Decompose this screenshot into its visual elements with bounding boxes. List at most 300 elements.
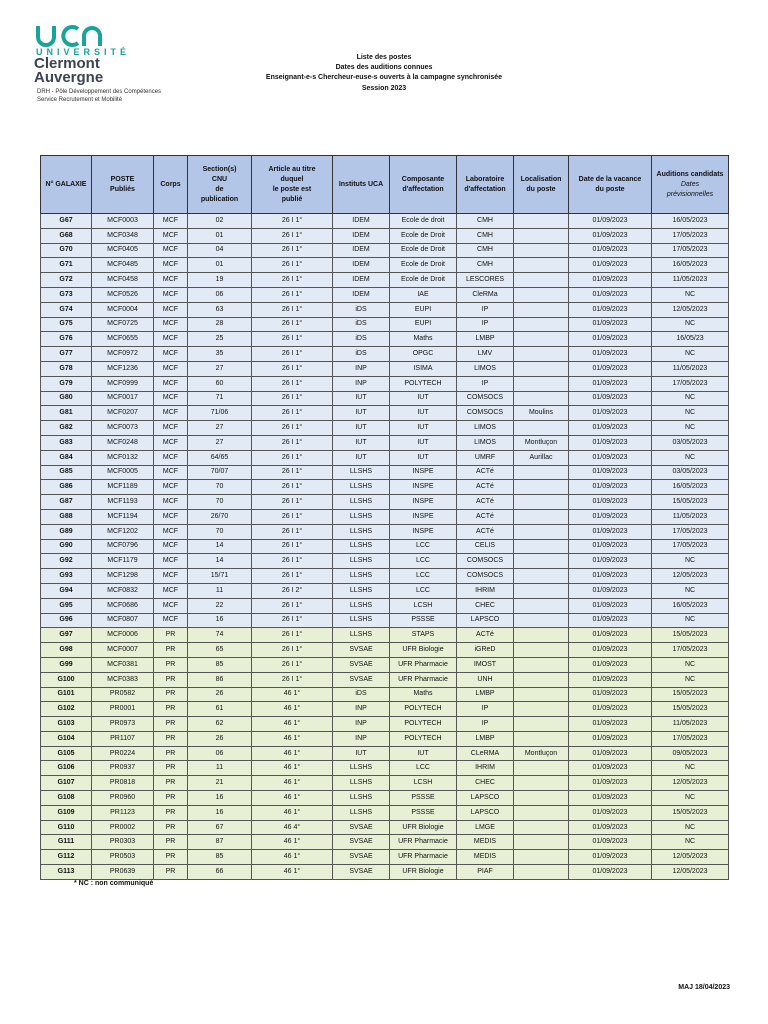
cell-audition: 11/05/2023 [652,717,729,732]
cell-labo: IP [457,317,514,332]
cell-labo: PIAF [457,865,514,880]
cell-audition: 17/05/2023 [652,643,729,658]
cell-section: 15/71 [188,569,252,584]
cell-galaxie: G108 [41,791,92,806]
cell-section: 27 [188,361,252,376]
cell-galaxie: G77 [41,347,92,362]
cell-corps: MCF [154,228,188,243]
cell-galaxie: G70 [41,243,92,258]
cell-corps: MCF [154,317,188,332]
cell-article: 26 I 1° [252,657,333,672]
cell-date-vacance: 01/09/2023 [569,347,652,362]
cell-galaxie: G78 [41,361,92,376]
cell-section: 61 [188,702,252,717]
cell-date-vacance: 01/09/2023 [569,643,652,658]
cell-localisation [514,850,569,865]
cell-audition: 12/05/2023 [652,865,729,880]
cell-poste: MCF0007 [92,643,154,658]
cell-date-vacance: 01/09/2023 [569,391,652,406]
cell-section: 71/06 [188,406,252,421]
cell-poste: PR0224 [92,746,154,761]
table-row [41,495,729,510]
cell-article: 26 I 1° [252,613,333,628]
table-row [41,273,729,288]
cell-audition: 12/05/2023 [652,776,729,791]
cell-composante: OPGC [390,347,457,362]
cell-poste: PR0973 [92,717,154,732]
cell-composante: LCSH [390,776,457,791]
cell-poste: PR0582 [92,687,154,702]
cell-corps: PR [154,791,188,806]
cell-institut: LLSHS [333,613,390,628]
cell-galaxie: G93 [41,569,92,584]
cell-labo: CleRMa [457,287,514,302]
cell-article: 46 4° [252,820,333,835]
cell-audition: NC [652,347,729,362]
cell-date-vacance: 01/09/2023 [569,465,652,480]
cell-date-vacance: 01/09/2023 [569,480,652,495]
table-row [41,317,729,332]
cell-corps: MCF [154,450,188,465]
cell-corps: PR [154,746,188,761]
cell-article: 26 I 1° [252,258,333,273]
cell-localisation [514,791,569,806]
cell-labo: CMH [457,243,514,258]
cell-section: 02 [188,214,252,229]
cell-labo: COMSOCS [457,569,514,584]
org-line-2: Service Recrutement et Mobilité [37,97,123,103]
cell-article: 46 1° [252,761,333,776]
cell-article: 26 I 1° [252,554,333,569]
cell-institut: SVSAE [333,820,390,835]
cell-date-vacance: 01/09/2023 [569,273,652,288]
cell-article: 26 I 1° [252,243,333,258]
cell-section: 06 [188,746,252,761]
cell-institut: INP [333,361,390,376]
cell-galaxie: G102 [41,702,92,717]
cell-composante: POLYTECH [390,717,457,732]
cell-galaxie: G73 [41,287,92,302]
cell-composante: PSSSE [390,613,457,628]
cell-galaxie: G98 [41,643,92,658]
cell-localisation [514,776,569,791]
table-row [41,554,729,569]
cell-article: 26 I 1° [252,361,333,376]
table-row [41,805,729,820]
cell-galaxie: G76 [41,332,92,347]
cell-poste: MCF0348 [92,228,154,243]
cell-corps: PR [154,702,188,717]
cell-section: 60 [188,376,252,391]
cell-institut: IUT [333,746,390,761]
cell-institut: LLSHS [333,509,390,524]
cell-institut: IDEM [333,228,390,243]
header-localisation: Localisation du poste [514,156,569,214]
cell-date-vacance: 01/09/2023 [569,672,652,687]
cell-section: 71 [188,391,252,406]
cell-composante: UFR Pharmacie [390,657,457,672]
cell-date-vacance: 01/09/2023 [569,495,652,510]
cell-labo: MEDIS [457,850,514,865]
table-row [41,628,729,643]
cell-corps: MCF [154,554,188,569]
cell-institut: LLSHS [333,776,390,791]
cell-labo: CHEC [457,598,514,613]
cell-article: 26 I 1° [252,376,333,391]
cell-composante: STAPS [390,628,457,643]
cell-poste: MCF1202 [92,524,154,539]
cell-localisation [514,687,569,702]
cell-date-vacance: 01/09/2023 [569,539,652,554]
cell-composante: LCC [390,569,457,584]
cell-localisation [514,361,569,376]
cell-institut: LLSHS [333,761,390,776]
logo-clermont: Clermont [34,55,100,72]
cell-corps: PR [154,717,188,732]
cell-audition: 11/05/2023 [652,361,729,376]
cell-article: 26 I 1° [252,465,333,480]
cell-audition: NC [652,791,729,806]
document-title [200,53,568,94]
cell-corps: MCF [154,524,188,539]
cell-section: 85 [188,850,252,865]
cell-date-vacance: 01/09/2023 [569,657,652,672]
cell-localisation: Montluçon [514,435,569,450]
cell-poste: MCF0006 [92,628,154,643]
cell-poste: PR0303 [92,835,154,850]
cell-section: 16 [188,613,252,628]
cell-date-vacance: 01/09/2023 [569,835,652,850]
cell-labo: IMOST [457,657,514,672]
cell-labo: LMGE [457,820,514,835]
cell-poste: PR0937 [92,761,154,776]
cell-localisation [514,820,569,835]
cell-institut: IUT [333,450,390,465]
cell-institut: iDS [333,347,390,362]
cell-labo: COMSOCS [457,391,514,406]
cell-article: 26 I 1° [252,569,333,584]
cell-galaxie: G72 [41,273,92,288]
cell-composante: LCC [390,583,457,598]
cell-corps: PR [154,835,188,850]
cell-corps: PR [154,761,188,776]
cell-localisation [514,332,569,347]
cell-poste: PR0818 [92,776,154,791]
table-row [41,376,729,391]
cell-labo: iGReD [457,643,514,658]
cell-localisation [514,465,569,480]
cell-composante: INSPE [390,495,457,510]
cell-section: 26 [188,731,252,746]
cell-localisation [514,569,569,584]
cell-audition: 12/05/2023 [652,302,729,317]
cell-date-vacance: 01/09/2023 [569,421,652,436]
cell-localisation: Aurillac [514,450,569,465]
cell-date-vacance: 01/09/2023 [569,791,652,806]
cell-localisation [514,391,569,406]
cell-date-vacance: 01/09/2023 [569,435,652,450]
cell-section: 67 [188,820,252,835]
cell-poste: MCF1236 [92,361,154,376]
table-row [41,672,729,687]
cell-audition: 03/05/2023 [652,465,729,480]
cell-labo: LAPSCO [457,805,514,820]
cell-institut: IDEM [333,287,390,302]
cell-galaxie: G106 [41,761,92,776]
cell-localisation [514,228,569,243]
cell-institut: iDS [333,687,390,702]
cell-article: 26 I 1° [252,643,333,658]
cell-audition: 17/05/2023 [652,731,729,746]
cell-composante: INSPE [390,465,457,480]
cell-poste: PR1123 [92,805,154,820]
university-logo [34,24,131,86]
cell-institut: INP [333,702,390,717]
cell-localisation [514,243,569,258]
cell-audition: NC [652,317,729,332]
table-row [41,717,729,732]
table-row [41,465,729,480]
cell-poste: PR0960 [92,791,154,806]
cell-localisation [514,539,569,554]
table-row [41,347,729,362]
cell-audition: NC [652,835,729,850]
cell-section: 27 [188,421,252,436]
positions-table [40,155,729,880]
cell-composante: POLYTECH [390,731,457,746]
table-row [41,865,729,880]
cell-composante: EUPI [390,302,457,317]
cell-poste: MCF0485 [92,258,154,273]
cell-poste: PR0503 [92,850,154,865]
cell-galaxie: G111 [41,835,92,850]
cell-audition: NC [652,406,729,421]
cell-date-vacance: 01/09/2023 [569,583,652,598]
cell-composante: Ecole de Droit [390,228,457,243]
cell-institut: LLSHS [333,583,390,598]
cell-audition: 17/05/2023 [652,539,729,554]
cell-institut: LLSHS [333,480,390,495]
cell-article: 46 1° [252,805,333,820]
cell-institut: INP [333,731,390,746]
cell-article: 46 1° [252,717,333,732]
cell-composante: IAE [390,287,457,302]
cell-localisation [514,761,569,776]
cell-poste: MCF1298 [92,569,154,584]
table-row [41,746,729,761]
cell-labo: IP [457,702,514,717]
cell-poste: MCF0005 [92,465,154,480]
cell-labo: IP [457,376,514,391]
cell-poste: MCF1193 [92,495,154,510]
cell-composante: UFR Pharmacie [390,850,457,865]
cell-galaxie: G68 [41,228,92,243]
cell-section: 66 [188,865,252,880]
cell-labo: ACTé [457,495,514,510]
cell-composante: UFR Pharmacie [390,835,457,850]
cell-article: 26 I 1° [252,214,333,229]
cell-audition: 12/05/2023 [652,850,729,865]
cell-corps: PR [154,672,188,687]
update-date: MAJ 18/04/2023 [678,984,730,991]
cell-audition: NC [652,820,729,835]
table-row [41,598,729,613]
cell-labo: LIMOS [457,435,514,450]
cell-date-vacance: 01/09/2023 [569,613,652,628]
cell-article: 26 I 1° [252,287,333,302]
header-auditions: Auditions candidats Dates prévisionnelles [652,156,729,214]
cell-labo: LMV [457,347,514,362]
cell-date-vacance: 01/09/2023 [569,569,652,584]
cell-article: 26 I 1° [252,347,333,362]
table-row [41,524,729,539]
table-header-row [41,156,729,214]
cell-audition: NC [652,391,729,406]
cell-galaxie: G101 [41,687,92,702]
cell-labo: LESCORES [457,273,514,288]
cell-corps: PR [154,643,188,658]
cell-section: 86 [188,672,252,687]
cell-date-vacance: 01/09/2023 [569,717,652,732]
header-corps: Corps [154,156,188,214]
cell-corps: MCF [154,421,188,436]
cell-corps: MCF [154,480,188,495]
table-row [41,583,729,598]
cell-date-vacance: 01/09/2023 [569,509,652,524]
cell-audition: 17/05/2023 [652,228,729,243]
cell-date-vacance: 01/09/2023 [569,731,652,746]
cell-section: 11 [188,583,252,598]
table-body [41,214,729,880]
cell-date-vacance: 01/09/2023 [569,628,652,643]
cell-composante: PSSSE [390,805,457,820]
cell-poste: MCF0832 [92,583,154,598]
cell-poste: MCF0383 [92,672,154,687]
cell-composante: INSPE [390,480,457,495]
cell-labo: COMSOCS [457,406,514,421]
cell-corps: PR [154,776,188,791]
cell-localisation [514,524,569,539]
header-poste: POSTE Publiés [92,156,154,214]
cell-audition: 03/05/2023 [652,435,729,450]
cell-audition: 17/05/2023 [652,243,729,258]
cell-corps: MCF [154,361,188,376]
table-row [41,361,729,376]
cell-institut: IUT [333,406,390,421]
cell-audition: NC [652,657,729,672]
cell-galaxie: G82 [41,421,92,436]
cell-date-vacance: 01/09/2023 [569,598,652,613]
cell-date-vacance: 01/09/2023 [569,761,652,776]
cell-audition: NC [652,583,729,598]
table-row [41,332,729,347]
cell-institut: IDEM [333,243,390,258]
cell-institut: SVSAE [333,835,390,850]
cell-audition: 15/05/2023 [652,702,729,717]
cell-date-vacance: 01/09/2023 [569,865,652,880]
cell-composante: Ecole de Droit [390,273,457,288]
cell-corps: MCF [154,214,188,229]
cell-poste: MCF0004 [92,302,154,317]
table-row [41,702,729,717]
cell-labo: LAPSCO [457,791,514,806]
cell-audition: 17/05/2023 [652,376,729,391]
cell-article: 26 I 1° [252,524,333,539]
cell-localisation [514,258,569,273]
cell-labo: CHEC [457,776,514,791]
cell-poste: MCF0655 [92,332,154,347]
logo-universite: UNIVERSITÉ [36,47,131,57]
cell-article: 26 I 1° [252,539,333,554]
cell-poste: MCF0381 [92,657,154,672]
cell-article: 26 I 1° [252,509,333,524]
cell-audition: 11/05/2023 [652,273,729,288]
cell-corps: MCF [154,583,188,598]
cell-institut: LLSHS [333,569,390,584]
cell-composante: LCSH [390,598,457,613]
cell-labo: CMH [457,258,514,273]
cell-poste: MCF0405 [92,243,154,258]
cell-institut: IUT [333,435,390,450]
table-row [41,820,729,835]
cell-section: 14 [188,539,252,554]
table-row [41,657,729,672]
cell-labo: MEDIS [457,835,514,850]
cell-labo: IP [457,717,514,732]
cell-audition: NC [652,421,729,436]
cell-labo: ACTé [457,509,514,524]
cell-article: 46 1° [252,746,333,761]
cell-composante: Ecole de droit [390,214,457,229]
table-row [41,569,729,584]
cell-galaxie: G107 [41,776,92,791]
cell-audition: NC [652,672,729,687]
cell-composante: UFR Biologie [390,865,457,880]
cell-labo: ACTé [457,480,514,495]
cell-corps: MCF [154,347,188,362]
cell-galaxie: G112 [41,850,92,865]
cell-composante: EUPI [390,317,457,332]
cell-article: 26 I 1° [252,302,333,317]
table-row [41,539,729,554]
cell-institut: IDEM [333,273,390,288]
cell-section: 62 [188,717,252,732]
cell-composante: LCC [390,761,457,776]
cell-audition: NC [652,450,729,465]
cell-poste: MCF0796 [92,539,154,554]
cell-date-vacance: 01/09/2023 [569,687,652,702]
cell-localisation [514,317,569,332]
cell-localisation [514,717,569,732]
cell-poste: MCF1189 [92,480,154,495]
cell-poste: MCF0458 [92,273,154,288]
cell-localisation [514,347,569,362]
cell-section: 06 [188,287,252,302]
cell-audition: NC [652,287,729,302]
table-row [41,450,729,465]
cell-corps: MCF [154,391,188,406]
cell-galaxie: G110 [41,820,92,835]
cell-galaxie: G96 [41,613,92,628]
cell-institut: LLSHS [333,524,390,539]
cell-section: 14 [188,554,252,569]
cell-date-vacance: 01/09/2023 [569,850,652,865]
table-row [41,228,729,243]
cell-poste: MCF0686 [92,598,154,613]
cell-section: 26 [188,687,252,702]
cell-corps: MCF [154,598,188,613]
cell-labo: CMH [457,214,514,229]
